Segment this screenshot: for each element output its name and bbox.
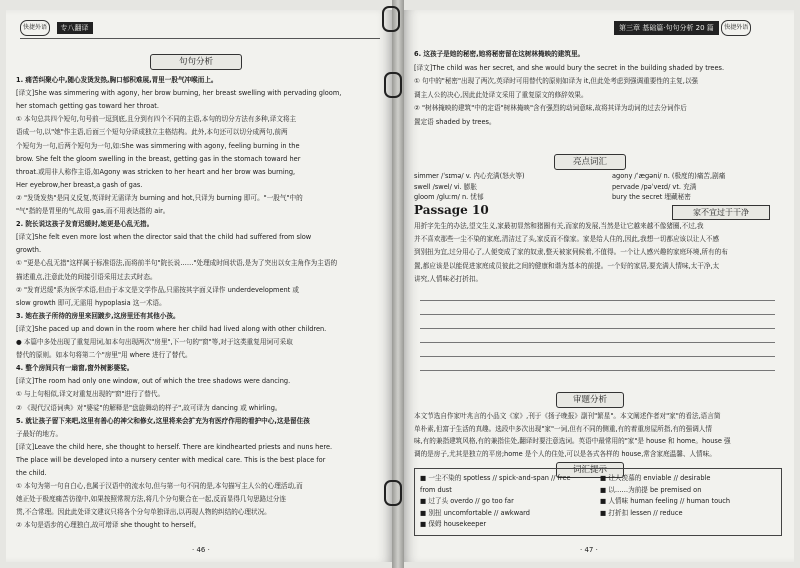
text-line: ② 本句是语步的心理独白,故可增译 she thought to herself。	[16, 521, 201, 530]
text-line: 6. 这孩子是她的秘密,她将秘密留在这树林掩映的建筑里。	[414, 50, 585, 58]
text-line: the child.	[16, 469, 47, 477]
text-line: ■ 别扭 uncomfortable // awkward	[420, 508, 530, 517]
text-line: 讲究,人情味必打折扣。	[414, 274, 483, 283]
binder-ring	[384, 480, 402, 506]
text-line: 单朴素,但富于生活的真趣。选段中多次出现"家"一词,但有不同的侧重,有的着重房屋所指,有的强调人情	[414, 424, 712, 433]
ruled-line	[420, 356, 775, 357]
text-line: 置定语 shaded by trees。	[414, 117, 496, 126]
hint-heading: 词汇提示	[556, 462, 624, 478]
text-line: 个短句为一句,后两个短句为一句,如:She was simmering with agony, feeling burning in the	[16, 141, 300, 150]
text-line: 她正处于极度痛苦彷徨中,如果按照常规方法,将几个分句聚合在一起,反而显得几句思路过分连	[16, 495, 287, 504]
left-header	[20, 20, 380, 39]
ruled-line	[420, 370, 775, 371]
text-line: Her eyebrow,her breast,a gash of gas.	[16, 180, 143, 189]
text-line: growth.	[16, 246, 42, 255]
logo: 快捷外语	[20, 20, 50, 36]
text-line: slow growth 即可,无需用 hypoplasia 这一术语。	[16, 298, 166, 307]
page-number: · 46 ·	[192, 546, 210, 554]
text-line: [译文]The room had only one window, out of which the tree shadows were dancing.	[16, 377, 291, 386]
text-line: [译文]She felt even more lost when the director said that the child had suffered from slow	[16, 233, 312, 242]
text-line: brow. She felt the gloom swelling in the breast, getting gas in the stomach toward her	[16, 154, 301, 163]
text-line: ■ 过了头 overdo // go too far	[420, 497, 514, 505]
left-page	[6, 10, 392, 562]
text-line: [译文]She was simmering with agony, her brow burning, her breast swelling with pervading gloom,	[16, 89, 342, 98]
text-line: ■ 保姆 housekeeper	[420, 520, 487, 528]
ruled-line	[420, 342, 775, 343]
binder-ring	[382, 6, 400, 32]
text-line: 到别扭为宜,过分用心了,人便变成了家的奴隶,整天被家伺候着,不值得。一个让人感兴趣的家庭环境,所有的布	[414, 248, 728, 257]
text-line: ① 本句总共四个短句,句号前一逗到底,且分到有四个不同的主语,本句的切分方法有多种,译文将主	[16, 115, 297, 124]
text-line: gloom /ɡluːm/ n. 忧郁	[414, 193, 484, 201]
text-line: ■ 人情味 human feeling // human touch	[600, 497, 731, 505]
text-line: ① 与上句相似,译文对重复出现的"窗"进行了替代。	[16, 390, 165, 399]
text-line: ■ 以……为前提 be premised on	[600, 485, 702, 494]
text-line: ① 本句为第一句自白心,也属于汉语中的流水句,但与第一句不同的是,本句描写主人公的心理活动,而	[16, 482, 303, 491]
passage-title: 家不宜过于干净	[672, 205, 770, 220]
text-line: swell /swel/ vi. 膨胀	[414, 182, 478, 191]
text-line: 本文节选自作家叶兆言的小品文《家》,刊于《扬子晚报》副刊"繁星"。本文阐述作者对"家"的看法,语言简	[414, 412, 721, 420]
section-heading: 句句分析	[150, 54, 242, 70]
text-line: from dust	[420, 485, 452, 494]
logo: 快捷外语	[721, 20, 751, 36]
text-line: 语成一句,以"她"作主语,后面三个短句分译成独立主格结构。此外,本句还可以切分成两句,前两	[16, 128, 288, 137]
text-line: [译文]She paced up and down in the room where her child had lived along with other children.	[16, 324, 327, 333]
page-number: · 47 ·	[580, 546, 598, 554]
text-line: 描述重点,注意此处的间接引语采用过去式时态。	[16, 272, 157, 281]
text-line: [译文]Leave the child here, she thought to herself. There are kindhearted priests and nuns here.	[16, 442, 333, 451]
binder-ring	[384, 72, 402, 98]
text-line: 调主人公的决心,因此此处译文采用了重复原文的修辞效果。	[414, 90, 588, 99]
vocab-heading: 亮点词汇	[554, 154, 626, 170]
text-line: 子最好的地方。	[16, 429, 63, 438]
text-line: bury the secret 埋藏秘密	[612, 193, 691, 201]
header-tag: 专八翻译	[57, 22, 93, 34]
text-line: 并不喜欢那些一尘不染的家庭,清洁过了头,家反而不像家。家是给人住的,因此,我想一切都应该以让人不感	[414, 235, 720, 244]
text-line: 4. 整个房间只有一扇窗,窗外树影婆娑。	[16, 364, 134, 373]
text-line: ② "发育迟缓"系为医学术语,但由于本文是文学作品,只需按其字面义译作 underdevelopment 或	[16, 285, 299, 294]
ruled-line	[420, 300, 775, 301]
ruled-line	[420, 328, 775, 329]
text-line: "气"指的是胃里的气,故用 gas,而不用表达指的 air。	[16, 207, 170, 215]
text-line: 1. 痛苦纠聚心中,随心发烫发热,胸口郁积难展,胃里一股气冲喉而上。	[16, 76, 218, 84]
text-line: 置,都应该是以能促进家庭成员彼此之间的健康和谐为基本的前提。一个好的家居,要充满人情味,太干净,太	[414, 261, 720, 270]
text-line: 5. 就让孩子留下来吧,这里有善心的神父和修女,这里将来会扩充为有医疗作用的看护中心,这是留住孩	[16, 416, 310, 425]
text-line: throat.或用非人称作主语,如Agony was stricken to her heart and her brow was burning,	[16, 167, 296, 176]
text-line: ■ 打折扣 lessen // reduce	[600, 508, 683, 517]
text-line: 2. 院长说这孩子发育迟缓时,她更是心乱无措。	[16, 220, 154, 229]
text-line: The place will be developed into a nursery center with medical care. This is the best place for	[16, 455, 326, 464]
text-line: ① "更是心乱无措"这样属于标准语法,而将前半句"院长说……"处理成时间状语,是为了突出以女主角作为主语的	[16, 259, 338, 268]
text-line: her stomach getting gas toward her throat.	[16, 102, 159, 111]
right-page	[404, 10, 794, 562]
text-line: ● 本篇中多处出现了重复用词,如本句出现两次"房里",下一句的"窗"等,对于这类重复用词可采取	[16, 338, 293, 346]
text-line: 调的是房子,尤其是独立的平房;home 是个人的住处,可以是各式各样的 house,常含家庭温馨、人情味。	[414, 449, 716, 458]
text-line: agony /ˈæɡəni/ n. (极度的)痛苦,剧痛	[612, 172, 726, 180]
right-header	[614, 20, 784, 36]
text-line: 贯,不合常理。因此此处译文建议只将各个分句单独译出,以再现人物的纠结的心理状况。	[16, 508, 271, 517]
text-line: [译文]The child was her secret, and she would bury the secret in the building shaded by trees.	[414, 63, 725, 72]
text-line: 3. 她在孩子所待的房里来回踱步,这房里还有其他小孩。	[16, 311, 180, 320]
ruled-line	[420, 314, 775, 315]
text-line: 味,有的兼指建筑风格,有的兼指住处,翻译时要注意选词。英语中最常用的"家"是 house 和 home。house 强	[414, 437, 731, 445]
text-line: ■ 一尘不染的 spotless // spick-and-span // free	[420, 474, 571, 482]
text-line: 用折字先生的办法,望文生义,家最初显然和猪圈有关,而家的发展,当然是让它越来越不像猪圈,不过,我	[414, 222, 704, 230]
chapter-label: 第三章 基础篇·句句分析 20 篇	[614, 21, 719, 35]
text-line: simmer /ˈsɪmə/ v. 内心充满(怒火等)	[414, 172, 525, 180]
text-line: ② 《现代汉语词典》对"婆娑"的解释是"盘旋舞动的样子",故可译为 dancing 或 whirling。	[16, 403, 282, 412]
analysis-heading: 审题分析	[556, 392, 624, 408]
text-line: ② "树林掩映的建筑"中的定语"树林掩映"含有强烈的动词意味,故将其译为动词的过去分词作后	[414, 104, 687, 112]
text-line: ② "发烫发热"是同义反复,英译时无需译为 burning and hot,只译为 burning 即可。"一股气"中的	[16, 193, 303, 202]
text-line: ■ 让人羡慕的 enviable // desirable	[600, 474, 711, 482]
text-line: 替代的原则。如本句将第二个"房里"用 where 进行了替代。	[16, 351, 192, 360]
text-line: pervade /pəˈveɪd/ vt. 充满	[612, 182, 697, 191]
passage-label: Passage 10	[414, 203, 489, 217]
text-line: ① 句中的"秘密"出现了两次,英译时可用替代的原则如译为 it,但此处考虑到强调重要性的主复,以强	[414, 77, 699, 85]
